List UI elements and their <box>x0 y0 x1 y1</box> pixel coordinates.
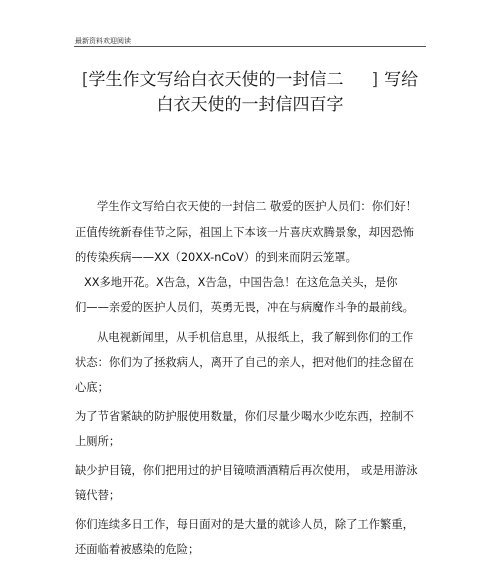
body-line-3: 的传染疾病——XX（20XX-nCoV）的到来而阴云笼罩。 <box>75 251 357 264</box>
body-line-11: 缺少护目镜，你们把用过的护目镜喷酒酒精后再次使用， 或是用游泳 <box>75 464 418 477</box>
body-line-5: 们——亲爱的医护人员们，英勇无畏，冲在与病魔作斗争的最前线。 <box>75 301 414 314</box>
title-main-text: 学生作文写给白衣天使的一封信二 <box>88 70 344 90</box>
title-bracket-close: ] <box>371 70 379 90</box>
body-line-7: 状态：你们为了拯救病人，离开了自己的亲人，把对他们的挂念留在 <box>75 356 414 369</box>
header-note: 最新资料欢迎阅读 <box>75 37 131 45</box>
document-title-line-2: 白衣天使的一封信四百字 <box>156 95 344 115</box>
body-line-1: 学生作文写给白衣天使的一封信二 敬爱的医护人员们：你们好！ <box>97 200 417 213</box>
body-line-4: XX多地开花。X告急，X告急，中国告急！在这危急关头，是你 <box>84 276 398 289</box>
body-line-6: 从电视新闻里，从手机信息里，从报纸上，我了解到你们的工作 <box>97 331 414 344</box>
title-bracket-open: [ <box>81 70 89 90</box>
body-line-12: 镜代替； <box>75 489 121 502</box>
body-line-10: 上厕所； <box>75 435 121 448</box>
title-tail-text: 写给 <box>384 70 419 90</box>
document-title-line-1 <box>60 68 440 92</box>
body-line-14: 还面临着被感染的危险； <box>75 543 200 556</box>
header-divider <box>74 46 426 47</box>
body-line-13: 你们连续多日工作，每日面对的是大量的就诊人员，除了工作繁重， <box>75 518 414 531</box>
body-line-9: 为了节省紧缺的防护服使用数量，你们尽量少喝水少吃东西，控制不 <box>75 410 414 423</box>
body-line-2: 正值传统新春佳节之际，祖国上下本该一片喜庆欢腾景象，却因恐怖 <box>75 226 414 239</box>
body-line-8: 心底； <box>75 381 109 394</box>
